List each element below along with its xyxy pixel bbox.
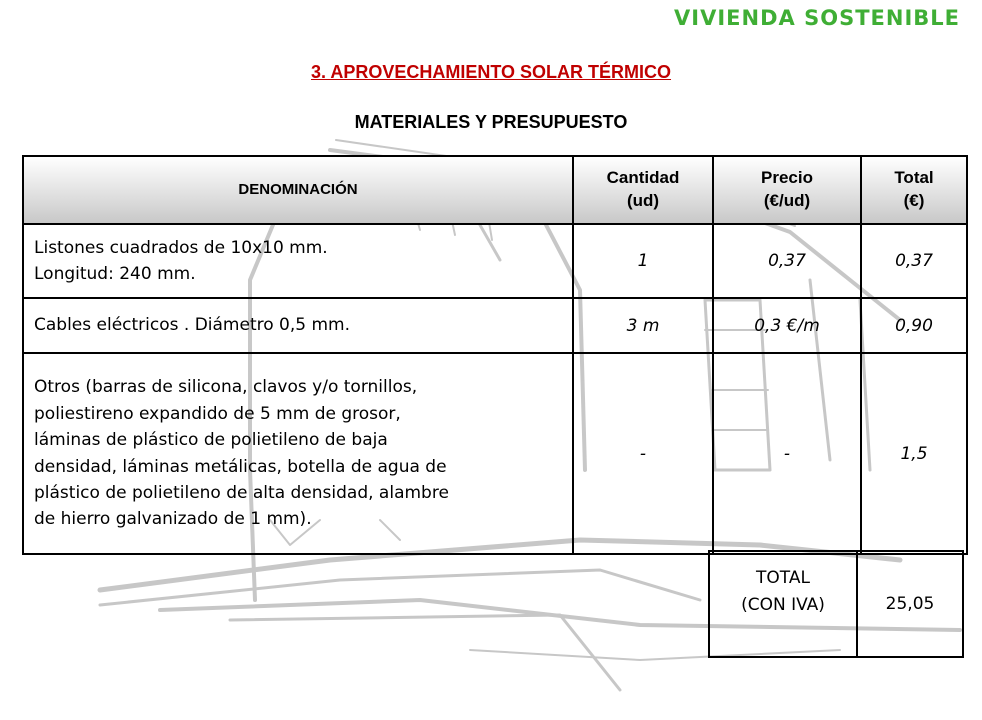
grand-total-label xyxy=(709,551,857,657)
header-cantidad-line1: Cantidad xyxy=(606,168,680,188)
grand-total-value: 25,05 xyxy=(857,551,963,657)
row-total: 1,5 xyxy=(861,353,967,554)
header-cantidad xyxy=(573,156,713,224)
table-header-row xyxy=(23,156,967,224)
page-subtitle: MATERIALES Y PRESUPUESTO xyxy=(354,112,628,132)
description-line: de hierro galvanizado de 1 mm). xyxy=(34,509,312,530)
row-price: - xyxy=(713,353,861,554)
description-line: plástico de polietileno de alta densidad, alambre xyxy=(34,482,449,503)
header-denominacion: DENOMINACIÓN xyxy=(23,156,573,224)
table-row xyxy=(23,224,967,298)
row-quantity: 1 xyxy=(573,224,713,298)
description-line: Longitud: 240 mm. xyxy=(34,264,196,284)
brand-title: VIVIENDA SOSTENIBLE xyxy=(674,6,960,30)
table-row xyxy=(23,298,967,353)
header-cantidad-line2: (ud) xyxy=(626,191,660,210)
description-line: densidad, láminas metálicas, botella de agua de xyxy=(34,456,447,477)
table-row xyxy=(23,353,967,554)
header-total-line1: Total xyxy=(894,168,934,188)
header-precio-line1: Precio xyxy=(761,168,813,188)
row-quantity: 3 m xyxy=(573,298,713,353)
materials-table xyxy=(22,155,968,555)
page-title: 3. APROVECHAMIENTO SOLAR TÉRMICO xyxy=(310,62,672,82)
header-total-line2: (€) xyxy=(903,191,925,210)
description-line: poliestireno expandido de 5 mm de grosor, xyxy=(34,403,401,424)
description-line: Listones cuadrados de 10x10 mm. xyxy=(34,237,328,258)
header-total xyxy=(861,156,967,224)
grand-total-label-line1: TOTAL xyxy=(756,567,810,588)
description-line: Cables eléctricos . Diámetro 0,5 mm. xyxy=(34,315,351,336)
header-precio xyxy=(713,156,861,224)
row-total: 0,37 xyxy=(861,224,967,298)
row-price: 0,37 xyxy=(713,224,861,298)
row-price: 0,3 €/m xyxy=(713,298,861,353)
row-description xyxy=(23,224,573,298)
description-line: Otros (barras de silicona, clavos y/o tornillos, xyxy=(34,377,418,398)
description-line: láminas de plástico de polietileno de baja xyxy=(34,430,388,451)
row-quantity: - xyxy=(573,353,713,554)
row-description xyxy=(23,298,573,353)
header-precio-line2: (€/ud) xyxy=(763,191,811,210)
grand-total-row xyxy=(709,551,963,657)
row-total: 0,90 xyxy=(861,298,967,353)
row-description xyxy=(23,353,573,554)
grand-total-table xyxy=(708,550,964,658)
grand-total-label-line2: (CON IVA) xyxy=(741,595,825,615)
